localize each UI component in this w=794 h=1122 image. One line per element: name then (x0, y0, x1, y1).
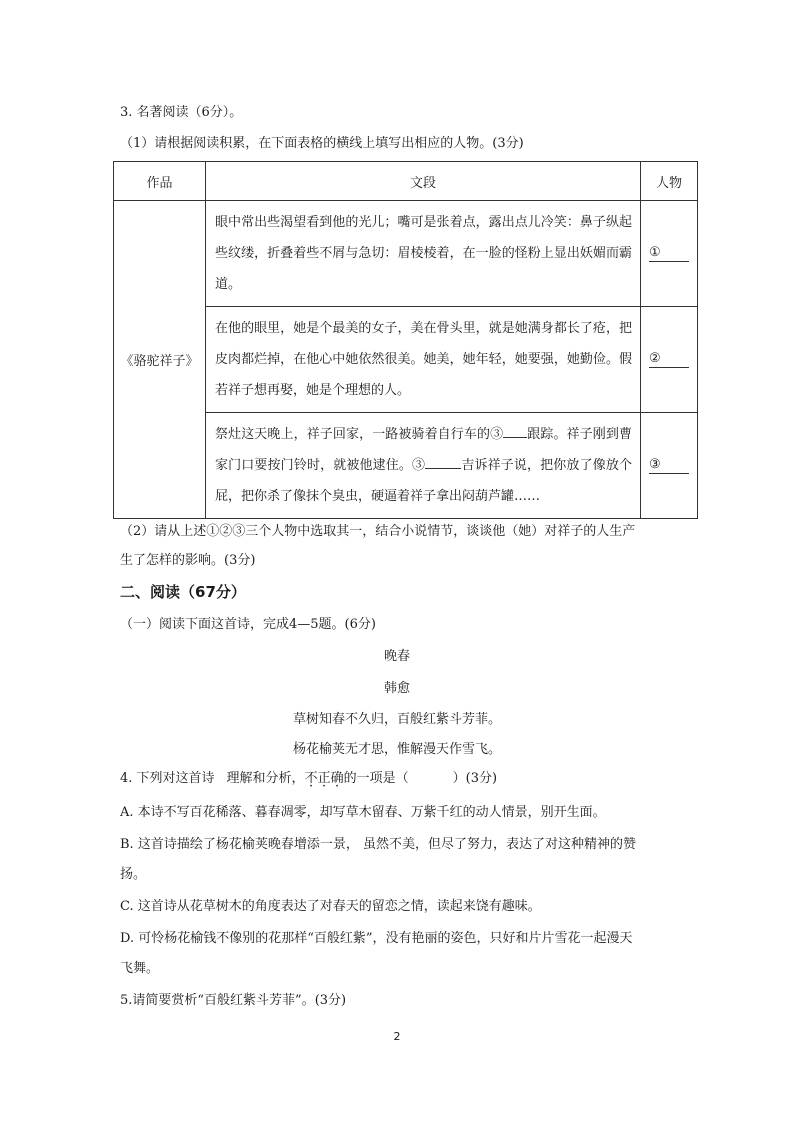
poem-author: 韩愈 (383, 681, 410, 696)
option-c: C. 这首诗从花草树木的角度表达了对春天的留恋之情，读起来饶有趣味。 (120, 899, 541, 914)
poem-line-1: 草树知春不久归，百般红紫斗芳菲。 (292, 712, 501, 727)
passage-1: 眼中常出些渴望看到他的光儿；嘴可是张着点，露出点儿冷笑：鼻子纵起些纹缕，折叠着些不屑与急切：眉棱棱着，在一脸的怪粉上显出妖媚而霸道。 (206, 201, 641, 307)
answer-blank-2[interactable]: ② (649, 351, 689, 368)
q5-prompt: 5.请简要赏析“百般红紫斗芳菲”。(3分) (120, 993, 347, 1008)
character-table (113, 161, 698, 519)
option-a: A. 本诗不写百花稀落、暮春凋零，却写草木留春、万紫千红的动人情景，别开生面。 (120, 805, 606, 820)
q3-2-line1: （2）请从上述①②③三个人物中选取其一，结合小说情节，谈谈他（她）对祥子的人生产 (120, 524, 636, 539)
header-work: 作品 (114, 162, 206, 201)
answer-blank-3[interactable]: ③ (649, 457, 689, 474)
part1-prompt: （一）阅读下面这首诗，完成4—5题。(6分) (120, 617, 376, 632)
q3-title: 3. 名著阅读（6分）。 (120, 105, 243, 120)
inline-blank[interactable] (503, 423, 527, 438)
header-passage: 文段 (206, 162, 641, 201)
page-number: 2 (393, 1030, 401, 1043)
poem-line-2: 杨花榆荚无才思，惟解漫天作雪飞。 (292, 742, 501, 757)
option-d-line1: D. 可怜杨花榆钱不像别的花那样“百般红紫”，没有艳丽的姿色，只好和片片雪花一起漫天 (120, 931, 633, 946)
option-b-line1: B. 这首诗描绘了杨花榆荚晚春增添一景， 虽然不美，但尽了努力，表达了对这种精神的赞 (120, 837, 636, 852)
q3-1-prompt: （1）请根据阅读积累，在下面表格的横线上填写出相应的人物。(3分) (120, 136, 524, 151)
section-heading: 二、阅读（67分） (120, 583, 246, 601)
q4-stem: 4. 下列对这首诗 理解和分析，不正确的一项是（ ）(3分) (120, 771, 498, 786)
answer-blank-1[interactable]: ① (649, 245, 689, 262)
work-name: 《骆驼祥子》 (114, 201, 206, 519)
header-person: 人物 (641, 162, 698, 201)
passage-3: 祭灶这天晚上，祥子回家，一路被骑着自行车的③ 跟踪。祥子刚到曹家门口要按门铃时，就被他逮住。③ 吉诉祥子说，把你放了像放个屁，把你杀了像抹个臭虫，硬逼着祥子拿出闷葫芦罐…… (206, 413, 641, 519)
table-header-row (114, 162, 698, 201)
table-row (114, 201, 698, 307)
poem-title: 晚春 (383, 649, 410, 664)
option-b-line2: 扬。 (120, 867, 147, 882)
option-d-line2: 飞舞。 (120, 961, 160, 976)
inline-blank[interactable] (425, 454, 461, 469)
q3-2-line2: 生了怎样的影响。(3分) (120, 553, 256, 568)
passage-2: 在他的眼里，她是个最美的女子，美在骨头里，就是她满身都长了疮，把皮肉都烂掉，在他心中她依然很美。她美，她年轻，她要强，她勤俭。假若祥子想再娶，她是个理想的人。 (206, 307, 641, 413)
